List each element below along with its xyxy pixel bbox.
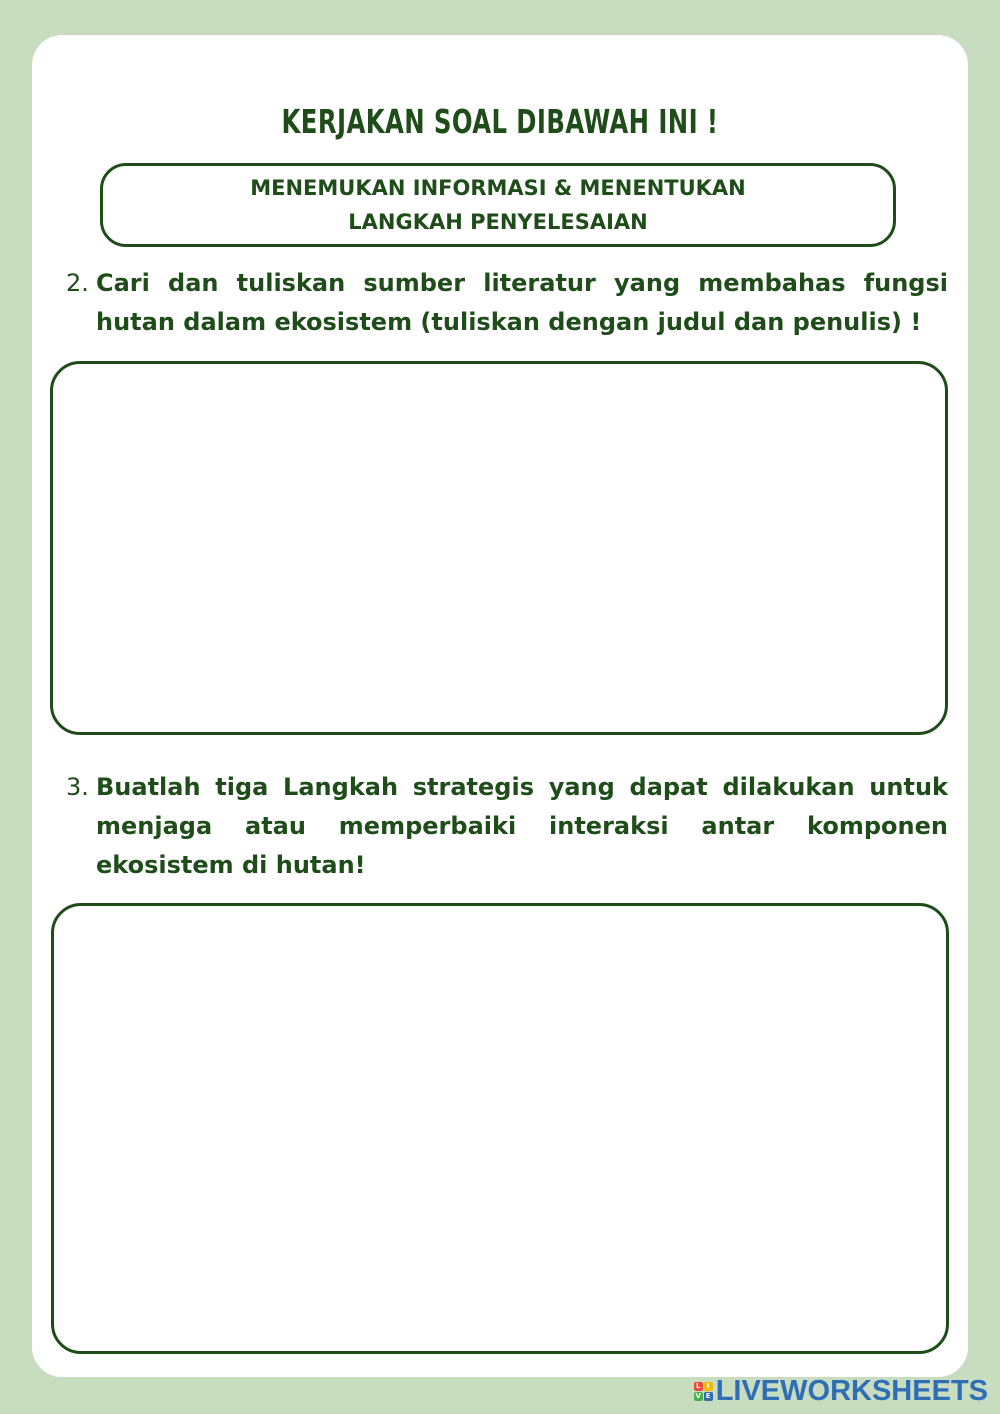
question-number: 2. bbox=[66, 269, 89, 297]
answer-box-question-3[interactable] bbox=[51, 903, 949, 1354]
question-3 bbox=[66, 768, 948, 885]
brand-name: LIVEWORKSHEETS bbox=[715, 1375, 988, 1407]
liveworksheets-logo-icon bbox=[694, 1382, 713, 1401]
logo-letter: V bbox=[695, 1392, 701, 1400]
page-title: KERJAKAN SOAL DIBAWAH INI ! bbox=[281, 102, 719, 141]
question-text: Cari dan tuliskan sumber literatur yang membahas fungsi hutan dalam ekosistem (tuliskan dengan judul dan penulis) ! bbox=[96, 269, 948, 336]
section-subtitle bbox=[100, 163, 896, 247]
question-2 bbox=[66, 264, 948, 342]
subtitle-line-1: MENEMUKAN INFORMASI & MENENTUKAN bbox=[250, 176, 746, 200]
logo-letter: E bbox=[704, 1392, 713, 1401]
question-number: 3. bbox=[66, 773, 89, 801]
logo-letter: I bbox=[704, 1382, 713, 1391]
subtitle-line-2: LANGKAH PENYELESAIAN bbox=[348, 210, 648, 234]
logo-letter: L bbox=[694, 1382, 703, 1391]
liveworksheets-brand[interactable] bbox=[694, 1375, 988, 1408]
question-text: Buatlah tiga Langkah strategis yang dapat dilakukan untuk menjaga atau memperbaiki interaksi antar komponen ekosistem di hutan! bbox=[96, 773, 948, 879]
answer-box-question-2[interactable] bbox=[50, 361, 948, 735]
